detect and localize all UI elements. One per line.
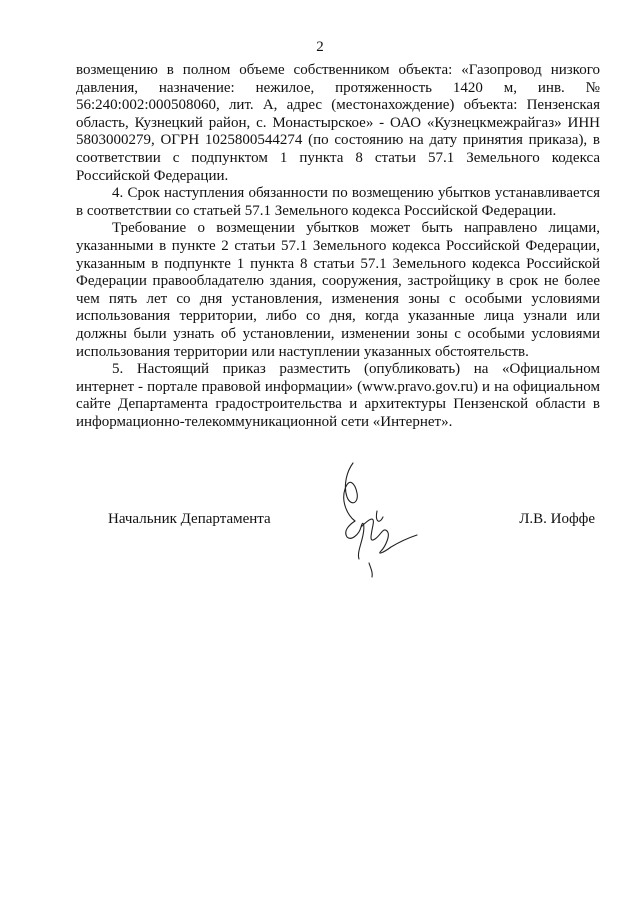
handwritten-signature (325, 455, 425, 580)
document-body (76, 62, 600, 431)
signatory-name: Л.В. Иоффе (519, 511, 595, 527)
paragraph-continuation: возмещению в полном объеме собственником объекта: «Газопровод низкого давления, назначение: нежилое, протяженность 1420 м, инв. № 56:240:002:000508060, лит. А, адрес (местонахождение) объекта: Пензенская область, Кузнецкий район, с. Монастырское» - ОАО «Кузнецкмежрайгаз» ИНН 5803000279, ОГРН 1025800544274 (по состоянию на дату принятия приказа), в соответствии с подпунктом 1 пункта 8 статьи 57.1 Земельного кодекса Российской Федерации. (76, 62, 600, 184)
paragraph-item-5: 5. Настоящий приказ разместить (опубликовать) на «Официальном интернет - портале правовой информации» (www.pravo.gov.ru) и на официальном сайте Департамента градостроительства и архитектуры Пензенской области в информационно-телекоммуникационной сети «Интернет». (76, 361, 600, 430)
page-number: 2 (316, 39, 324, 55)
paragraph-claim-requirement: Требование о возмещении убытков может быть направлено лицами, указанными в пункте 2 статьи 57.1 Земельного кодекса Российской Федерации, указанным в подпункте 1 пункта 8 статьи 57.1 Земельного кодекса Российской Федерации правообладателю здания, сооружения, застройщику в срок не более чем пять лет со дня установления, изменения зоны с особыми условиями использования территории, либо со дня, когда указанные лица узнали или должны были узнать об установлении, изменении зоны с особыми условиями использования территории или наступлении указанных обстоятельств. (76, 220, 600, 360)
signatory-title: Начальник Департамента (108, 511, 271, 527)
paragraph-item-4: 4. Срок наступления обязанности по возмещению убытков устанавливается в соответствии со статьей 57.1 Земельного кодекса Российской Федерации. (76, 185, 600, 219)
